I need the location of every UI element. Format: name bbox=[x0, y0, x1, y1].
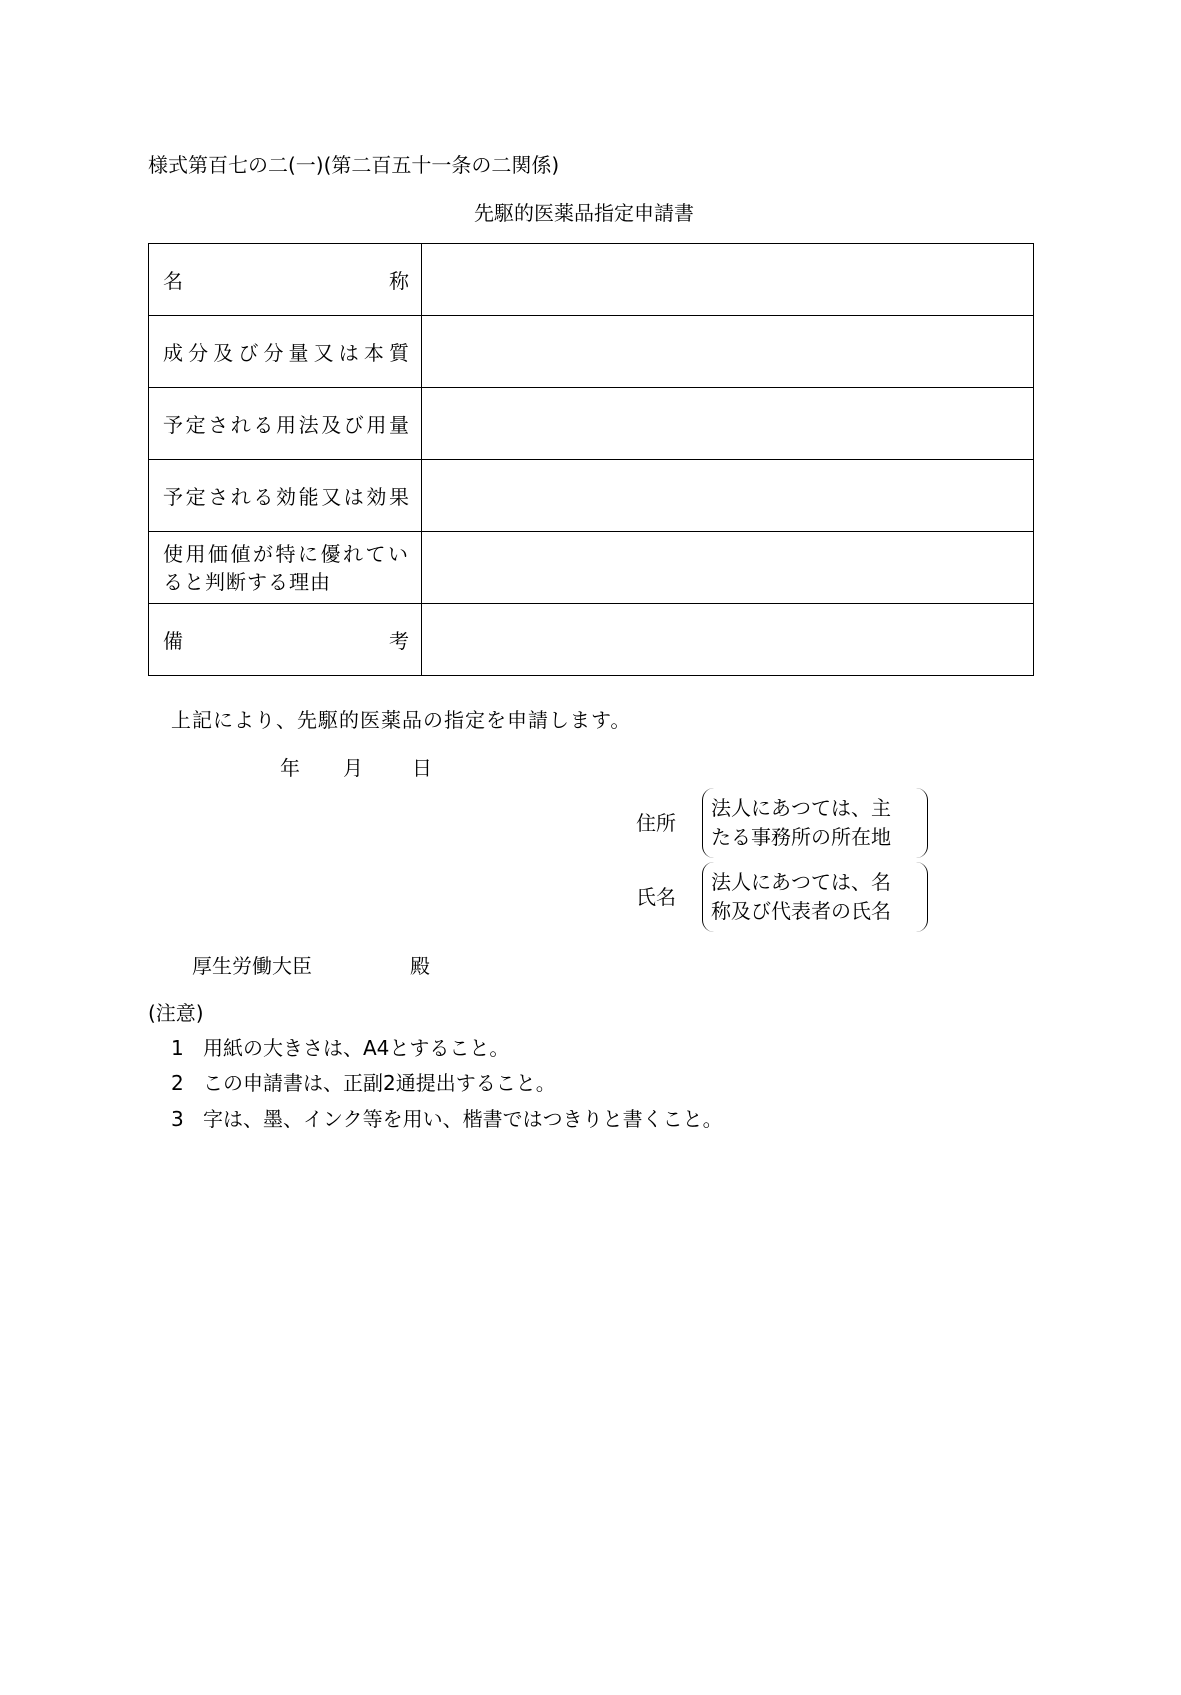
row-label-line: ると判断する理由 bbox=[163, 569, 331, 594]
row-label-cell bbox=[149, 460, 422, 532]
row-label-cell bbox=[149, 316, 422, 388]
reason-field[interactable] bbox=[422, 532, 1034, 604]
date-month: 月 bbox=[343, 756, 363, 780]
address-note-bracket bbox=[702, 788, 928, 858]
date-day: 日 bbox=[412, 756, 432, 780]
addressee-name: 厚生労働大臣 bbox=[192, 954, 312, 978]
row-label-cell bbox=[149, 244, 422, 316]
name-note-bracket bbox=[702, 862, 928, 932]
table-row bbox=[149, 532, 1034, 604]
row-label-cell bbox=[149, 604, 422, 676]
address-note-line: 法人にあつては、主 bbox=[711, 796, 891, 820]
note-text: 字は、墨、インク等を用い、楷書ではつきりと書くこと。 bbox=[203, 1107, 723, 1131]
name-field[interactable] bbox=[422, 244, 1034, 316]
label-part: 名 bbox=[163, 269, 183, 293]
row-label-line: 使用価値が特に優れてい bbox=[163, 541, 409, 566]
table-row bbox=[149, 388, 1034, 460]
table-row bbox=[149, 316, 1034, 388]
table-row bbox=[149, 244, 1034, 316]
label-part: 考 bbox=[389, 629, 409, 653]
form-number: 様式第百七の二(一)(第二百五十一条の二関係) bbox=[148, 153, 560, 177]
remarks-field[interactable] bbox=[422, 604, 1034, 676]
note-number: 2 bbox=[171, 1071, 184, 1095]
row-label-cell bbox=[149, 532, 422, 604]
ingredients-field[interactable] bbox=[422, 316, 1034, 388]
dosage-field[interactable] bbox=[422, 388, 1034, 460]
note-number: 1 bbox=[171, 1036, 184, 1060]
label-part: 備 bbox=[163, 629, 183, 653]
table-row bbox=[149, 604, 1034, 676]
name-label: 氏名 bbox=[636, 885, 676, 909]
row-label-cell bbox=[149, 388, 422, 460]
note-text: 用紙の大きさは、A4とすること。 bbox=[203, 1036, 510, 1060]
note-number: 3 bbox=[171, 1107, 184, 1131]
statement: 上記により、先駆的医薬品の指定を申請します。 bbox=[171, 708, 632, 732]
efficacy-field[interactable] bbox=[422, 460, 1034, 532]
row-label: 成分及び分量又は本質 bbox=[163, 341, 409, 365]
address-label: 住所 bbox=[636, 811, 676, 835]
document-title: 先駆的医薬品指定申請書 bbox=[474, 201, 694, 225]
date-year: 年 bbox=[280, 756, 300, 780]
name-note-line: 法人にあつては、名 bbox=[711, 870, 891, 894]
table-row bbox=[149, 460, 1034, 532]
notes-heading: (注意) bbox=[148, 1001, 204, 1025]
label-part: 称 bbox=[389, 269, 409, 293]
address-note-line: たる事務所の所在地 bbox=[711, 825, 891, 849]
application-table bbox=[148, 243, 1034, 676]
addressee-honorific: 殿 bbox=[410, 954, 430, 978]
name-note-line: 称及び代表者の氏名 bbox=[711, 899, 891, 923]
note-text: この申請書は、正副2通提出すること。 bbox=[203, 1071, 556, 1095]
row-label: 予定される用法及び用量 bbox=[163, 413, 409, 437]
row-label: 予定される効能又は効果 bbox=[163, 485, 409, 509]
